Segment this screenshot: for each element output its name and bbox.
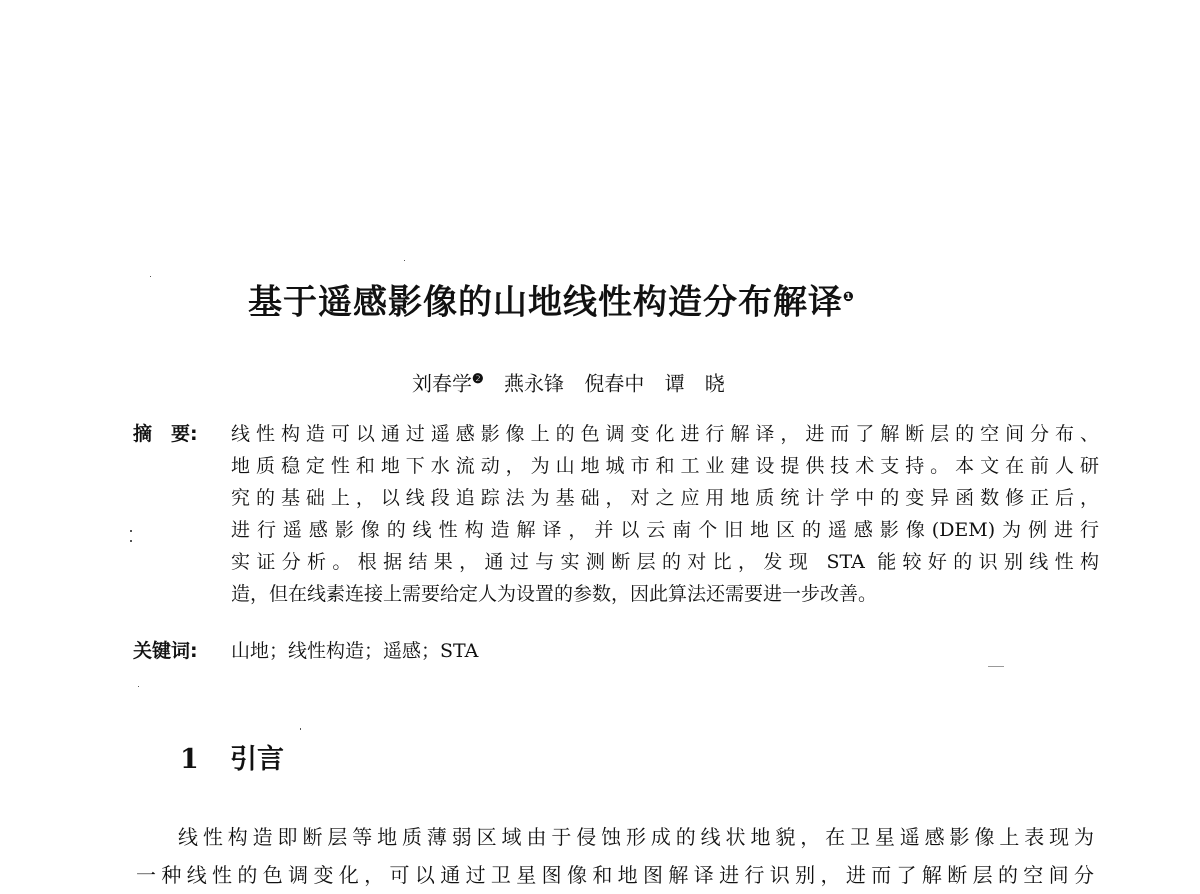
title-text: 基于遥感影像的山地线性构造分布解译	[248, 282, 843, 323]
author-name: 谭 晓	[664, 371, 725, 396]
paragraph-line: 一种线性的色调变化，可以通过卫星图像和地图解译进行识别，进而了解断层的空间分	[136, 863, 1094, 887]
author-list	[412, 366, 725, 398]
scan-speck	[988, 666, 1004, 667]
abstract-line: 究的基础上，以线段追踪法为基础，对之应用地质统计学中的变异函数修正后，	[231, 487, 1099, 509]
section-heading	[180, 742, 284, 778]
section-title: 引言	[230, 744, 284, 775]
abstract-line: 实证分析。根据结果，通过与实测断层的对比，发现 STA 能较好的识别线性构	[231, 551, 1099, 573]
scan-speck	[130, 540, 132, 542]
intro-paragraph	[136, 818, 1094, 894]
author-name: 燕永锋	[504, 371, 565, 396]
scan-speck	[300, 728, 301, 730]
paper-title	[248, 276, 855, 324]
section-number: 1	[180, 744, 199, 775]
abstract-line: 进行遥感影像的线性构造解译，并以云南个旧地区的遥感影像(DEM)为例进行	[231, 519, 1099, 541]
abstract-line: 线性构造可以通过遥感影像上的色调变化进行解译，进而了解断层的空间分布、	[231, 423, 1099, 445]
abstract-label: 摘 要:	[133, 423, 198, 445]
keywords-label: 关键词:	[133, 640, 198, 662]
keywords-text: 山地；线性构造；遥感；STA	[231, 640, 479, 662]
author-name: 刘春学	[412, 371, 472, 396]
author-name: 倪春中	[584, 371, 645, 396]
scan-speck	[138, 686, 139, 687]
scan-speck	[150, 276, 151, 277]
scan-speck	[130, 530, 132, 532]
abstract-body	[231, 418, 1099, 610]
abstract-line: 造，但在线素连接上需要给定人为设置的参数，因此算法还需要进一步改善。	[231, 583, 878, 605]
abstract-line: 地质稳定性和地下水流动，为山地城市和工业建设提供技术支持。本文在前人研	[231, 455, 1099, 477]
paragraph-line: 线性构造即断层等地质薄弱区域由于侵蚀形成的线状地貌，在卫星遥感影像上表现为	[178, 825, 1094, 849]
scan-speck	[404, 260, 405, 261]
title-footnote-mark: ❶	[843, 290, 856, 305]
author-footnote-mark: ❷	[472, 372, 484, 387]
